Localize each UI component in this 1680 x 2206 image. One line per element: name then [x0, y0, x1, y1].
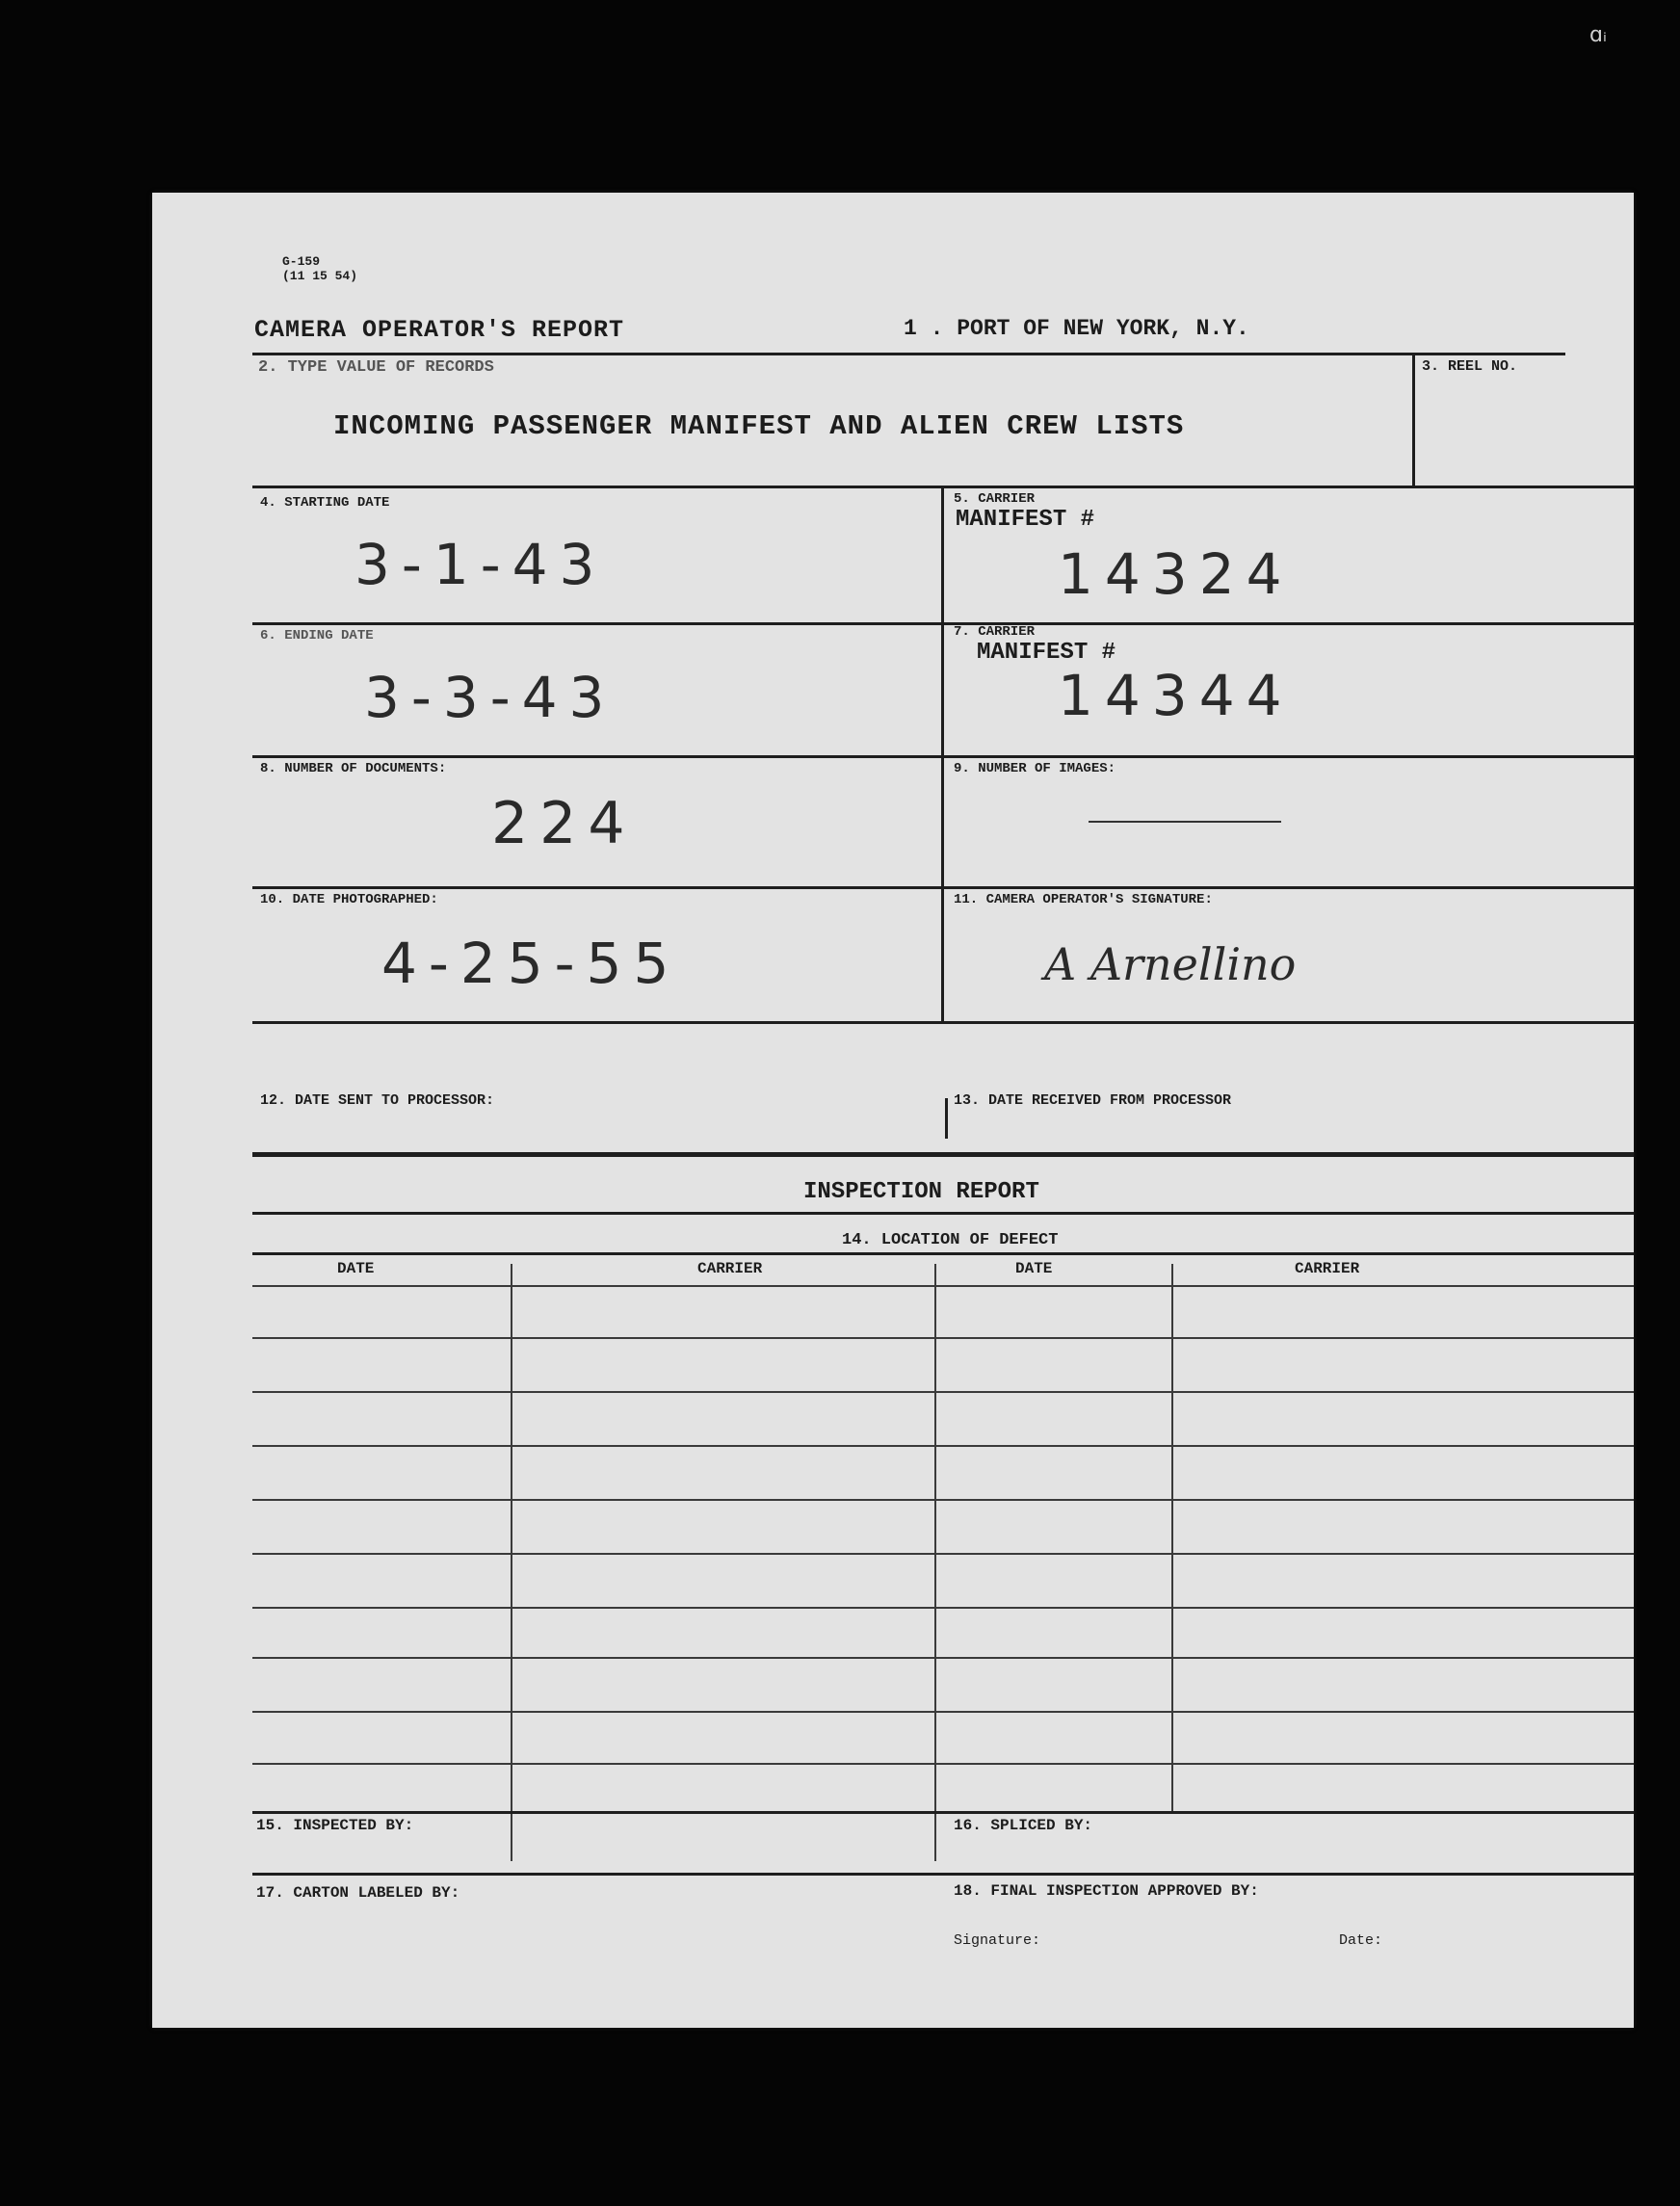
starting-date-label: 4. STARTING DATE: [260, 495, 390, 511]
form-number-code: G-159: [282, 254, 321, 269]
rule: [252, 1021, 1634, 1024]
camera-operator-report-form: [152, 193, 1634, 2028]
column-divider: [1171, 1264, 1173, 1811]
record-type-label: 2. TYPE VALUE OF RECORDS: [258, 358, 494, 377]
reel-label: 3. REEL NO.: [1422, 358, 1518, 375]
table-row: [252, 1499, 1634, 1501]
column-header-date: DATE: [1015, 1260, 1053, 1277]
spliced-by-label: 16. SPLICED BY:: [954, 1817, 1093, 1834]
table-row: [252, 1607, 1634, 1609]
documents-value: 224: [491, 790, 637, 857]
table-row: [252, 1337, 1634, 1339]
signature-label: 11. CAMERA OPERATOR'S SIGNATURE:: [954, 892, 1213, 907]
inspection-title: INSPECTION REPORT: [803, 1179, 1039, 1205]
rule: [252, 755, 1634, 758]
table-row: [252, 1391, 1634, 1393]
rule: [252, 622, 1634, 625]
divider: [941, 486, 944, 1021]
port-label: 1 . PORT OF NEW YORK, N.Y.: [904, 316, 1249, 341]
corner-mark: ɑᵢ: [1589, 23, 1607, 47]
carrier5-value: 14324: [1058, 541, 1294, 607]
rule: [252, 886, 1634, 889]
column-header-date: DATE: [337, 1260, 375, 1277]
rule: [252, 1873, 1634, 1876]
table-row: [252, 1711, 1634, 1713]
inspected-by-label: 15. INSPECTED BY:: [256, 1817, 414, 1834]
ending-date-value: 3-3-43: [364, 665, 617, 730]
ending-date-label: 6. ENDING DATE: [260, 628, 374, 643]
divider: [945, 1098, 948, 1139]
images-blank-dash: [1089, 821, 1281, 823]
table-row: [252, 1445, 1634, 1447]
column-header-carrier: CARRIER: [1295, 1260, 1360, 1277]
final-date-label: Date:: [1339, 1932, 1383, 1949]
carrier5-sub: MANIFEST #: [956, 507, 1095, 533]
date-received-label: 13. DATE RECEIVED FROM PROCESSOR: [954, 1092, 1232, 1109]
carrier7-value: 14344: [1058, 663, 1294, 728]
date-photographed-value: 4-25-55: [381, 931, 681, 996]
carrier7-sub: MANIFEST #: [977, 640, 1116, 666]
rule: [252, 353, 1565, 355]
table-row: [252, 1285, 1634, 1287]
starting-date-value: 3-1-43: [354, 532, 607, 597]
operator-signature: A Arnellino: [1044, 938, 1297, 990]
date-sent-label: 12. DATE SENT TO PROCESSOR:: [260, 1092, 495, 1109]
column-header-carrier: CARRIER: [697, 1260, 763, 1277]
rule: [252, 1212, 1634, 1215]
images-label: 9. NUMBER OF IMAGES:: [954, 761, 1116, 776]
carrier5-label: 5. CARRIER: [954, 491, 1036, 507]
table-row: [252, 1657, 1634, 1659]
rule: [252, 1252, 1634, 1255]
table-row: [252, 1553, 1634, 1555]
carton-labeled-label: 17. CARTON LABELED BY:: [256, 1884, 460, 1902]
carrier7-label: 7. CARRIER: [954, 624, 1036, 640]
final-signature-label: Signature:: [954, 1932, 1041, 1949]
rule: [252, 1152, 1634, 1157]
form-title: CAMERA OPERATOR'S REPORT: [254, 316, 625, 344]
form-number: [282, 254, 357, 283]
date-photographed-label: 10. DATE PHOTOGRAPHED:: [260, 892, 438, 907]
divider: [1412, 353, 1415, 487]
table-row: [252, 1811, 1634, 1814]
column-divider: [934, 1264, 936, 1861]
documents-label: 8. NUMBER OF DOCUMENTS:: [260, 761, 447, 776]
record-type-value: INCOMING PASSENGER MANIFEST AND ALIEN CREW LISTS: [333, 410, 1185, 442]
column-divider: [511, 1264, 512, 1861]
location-of-defect-label: 14. LOCATION OF DEFECT: [842, 1231, 1059, 1249]
form-revision-date: (11 15 54): [282, 269, 358, 283]
table-row: [252, 1763, 1634, 1765]
final-inspection-label: 18. FINAL INSPECTION APPROVED BY:: [954, 1882, 1259, 1900]
